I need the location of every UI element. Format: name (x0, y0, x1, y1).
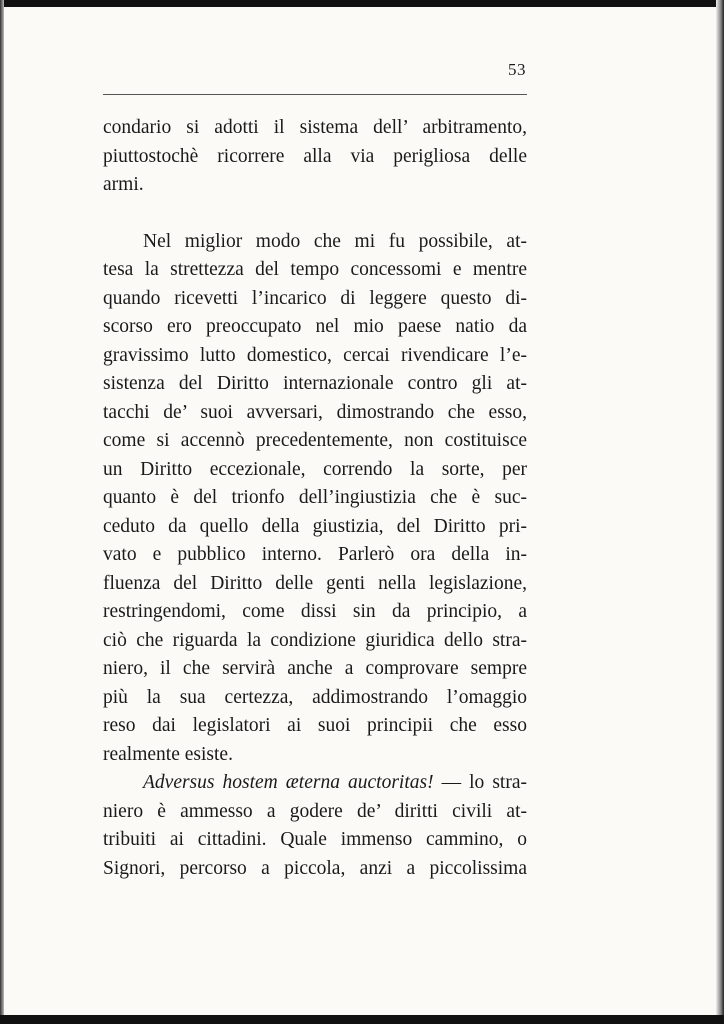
page-top-border (0, 0, 724, 7)
text-line: ceduto da quello della giustizia, del Diritto pri- (103, 515, 527, 537)
text-line (103, 769, 527, 798)
text-line: Signori, percorso a piccola, anzi a piccolissima (103, 857, 527, 879)
text-line: quando ricevetti l’incarico di leggere questo di- (103, 287, 527, 309)
text-line: un Diritto eccezionale, correndo la sorte, per (103, 458, 527, 480)
text-line: condario si adotti il sistema dell’ arbitramento, (103, 117, 527, 138)
text-line: reso dai legislatori ai suoi principii che esso (103, 715, 527, 736)
paragraph-3 (103, 769, 527, 883)
text-line: vato e pubblico interno. Parlerò ora della in- (103, 544, 527, 565)
page-number: 53 (508, 60, 526, 79)
body-text (103, 114, 527, 883)
text-line: sistenza del Diritto internazionale contro gli at- (103, 373, 527, 394)
page-left-edge (0, 0, 4, 1024)
text-line: realmente esiste. (103, 743, 233, 765)
text-line: scorso ero preoccupato nel mio paese natio da (103, 316, 527, 337)
text-line: Nel miglior modo che mi fu possibile, at- (143, 230, 527, 252)
paragraph-1 (103, 114, 527, 200)
text-line: armi. (103, 174, 144, 195)
text-line: piuttostochè ricorrere alla via perigliosa delle (103, 145, 527, 167)
text-line: più la sua certezza, addimostrando l’omaggio (103, 686, 527, 708)
lead-rest: — lo stra- (433, 772, 527, 793)
latin-quote: Adversus hostem æterna auctoritas! (143, 772, 434, 793)
text-line: tacchi de’ suoi avversari, dimostrando che esso, (103, 401, 527, 423)
text-line: niero, il che servirà anche a comprovare sempre (103, 658, 527, 679)
text-line: come si accennò precedentemente, non costituisce (103, 430, 527, 451)
text-line: fluenza del Diritto delle genti nella legislazione, (103, 572, 527, 594)
text-line: tribuiti ai cittadini. Quale immenso cammino, o (103, 829, 527, 850)
paragraph-gap (103, 200, 527, 228)
page-bottom-border (0, 1015, 724, 1024)
text-line: tesa la strettezza del tempo concessomi e mentre (103, 259, 527, 280)
paragraph-2 (103, 228, 527, 770)
text-line: restringendomi, come dissi sin da principio, a (103, 601, 527, 622)
header-rule (103, 94, 527, 95)
text-line: gravissimo lutto domestico, cercai rivendicare l’e- (103, 344, 527, 366)
page-right-edge (716, 0, 724, 1024)
text-line: quanto è del trionfo dell’ingiustizia che è suc- (103, 487, 527, 508)
text-line: ciò che riguarda la condizione giuridica dello stra- (103, 629, 527, 651)
text-line: niero è ammesso a godere de’ diritti civili at- (103, 800, 527, 822)
